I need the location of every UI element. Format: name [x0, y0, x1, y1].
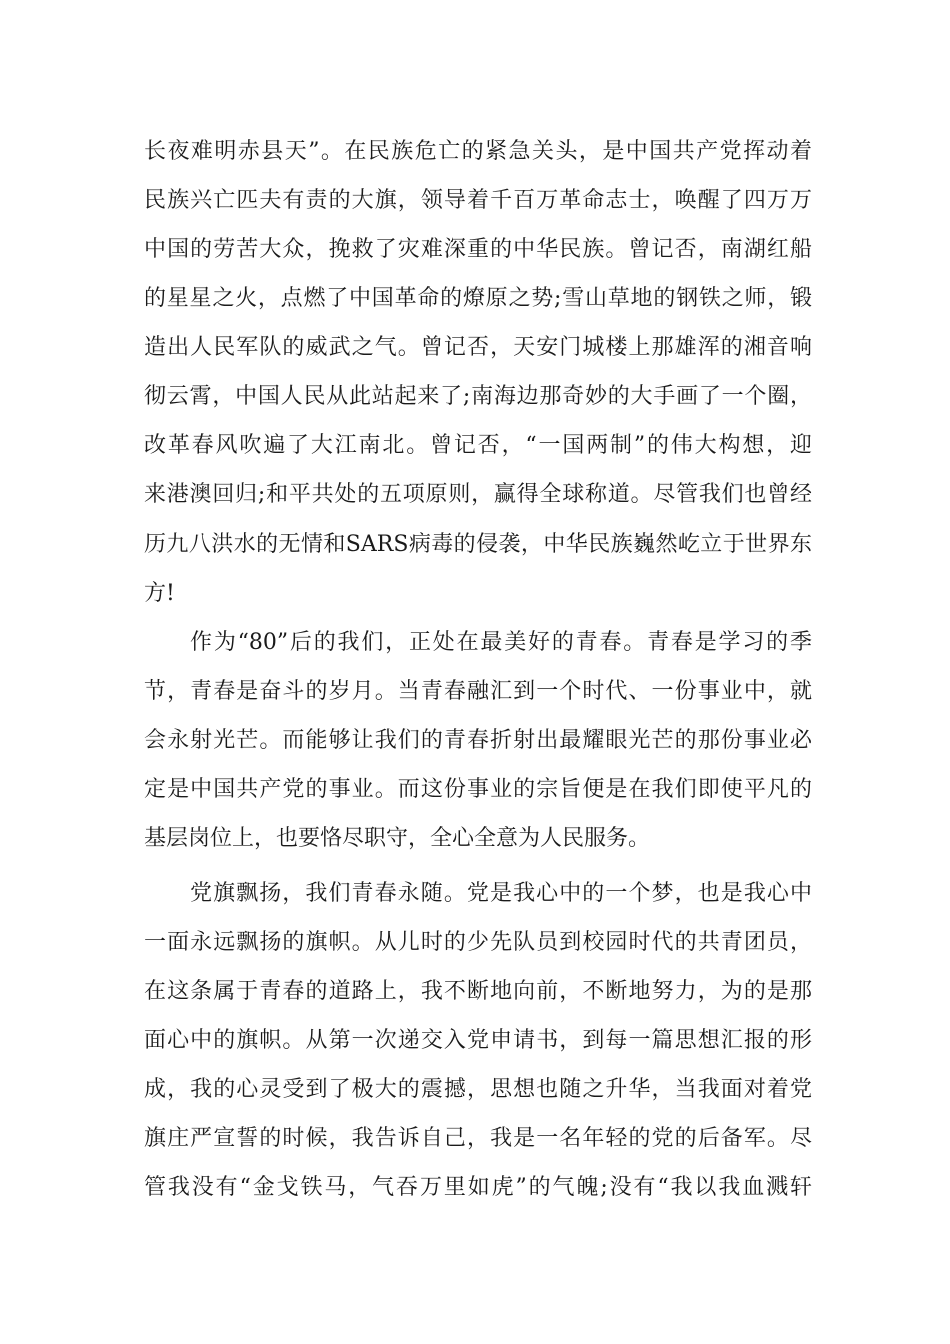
- text-line: 定是中国共产党的事业。而这份事业的宗旨便是在我们即使平凡的: [144, 777, 812, 802]
- text-line: 会永射光芒。而能够让我们的青春折射出最耀眼光芒的那份事业必: [144, 728, 812, 753]
- text-line: 管我没有“金戈铁马，气吞万里如虎”的气魄;没有“我以我血溅轩: [144, 1175, 812, 1200]
- text-line: 一面永远飘扬的旗帜。从儿时的少先队员到校园时代的共青团员，: [144, 930, 812, 955]
- text-line: 彻云霄，中国人民从此站起来了;南海边那奇妙的大手画了一个圈，: [144, 384, 812, 409]
- text-line: 成，我的心灵受到了极大的震撼，思想也随之升华，当我面对着党: [144, 1077, 812, 1102]
- text-line: 历九八洪水的无情和SARS病毒的侵袭，中华民族巍然屹立于世界东: [144, 532, 812, 557]
- text-line: 基层岗位上，也要恪尽职守，全心全意为人民服务。: [144, 826, 651, 851]
- text-line: 造出人民军队的威武之气。曾记否，天安门城楼上那雄浑的湘音响: [144, 335, 812, 360]
- text-line: 节，青春是奋斗的岁月。当青春融汇到一个时代、一份事业中，就: [144, 679, 812, 704]
- text-line: 长夜难明赤县天”。在民族危亡的紧急关头，是中国共产党挥动着: [144, 139, 812, 164]
- text-line: 来港澳回归;和平共处的五项原则，赢得全球称道。尽管我们也曾经: [144, 482, 812, 507]
- text-line: 旗庄严宣誓的时候，我告诉自己，我是一名年轻的党的后备军。尽: [144, 1126, 812, 1151]
- text-line: 面心中的旗帜。从第一次递交入党申请书，到每一篇思想汇报的形: [144, 1028, 812, 1053]
- text-line: 改革春风吹遍了大江南北。曾记否，“一国两制”的伟大构想，迎: [144, 433, 812, 458]
- text-line: 的星星之火，点燃了中国革命的燎原之势;雪山草地的钢铁之师，锻: [144, 286, 812, 311]
- text-line: 中国的劳苦大众，挽救了灾难深重的中华民族。曾记否，南湖红船: [144, 237, 812, 262]
- text-line: 民族兴亡匹夫有责的大旗，领导着千百万革命志士，唤醒了四万万: [144, 188, 812, 213]
- text-line: 方!: [144, 581, 175, 606]
- paragraph-first-line: 党旗飘扬，我们青春永随。党是我心中的一个梦，也是我心中: [190, 881, 812, 906]
- text-line: 在这条属于青春的道路上，我不断地向前，不断地努力，为的是那: [144, 979, 812, 1004]
- paragraph-first-line: 作为“80”后的我们，正处在最美好的青春。青春是学习的季: [190, 630, 812, 655]
